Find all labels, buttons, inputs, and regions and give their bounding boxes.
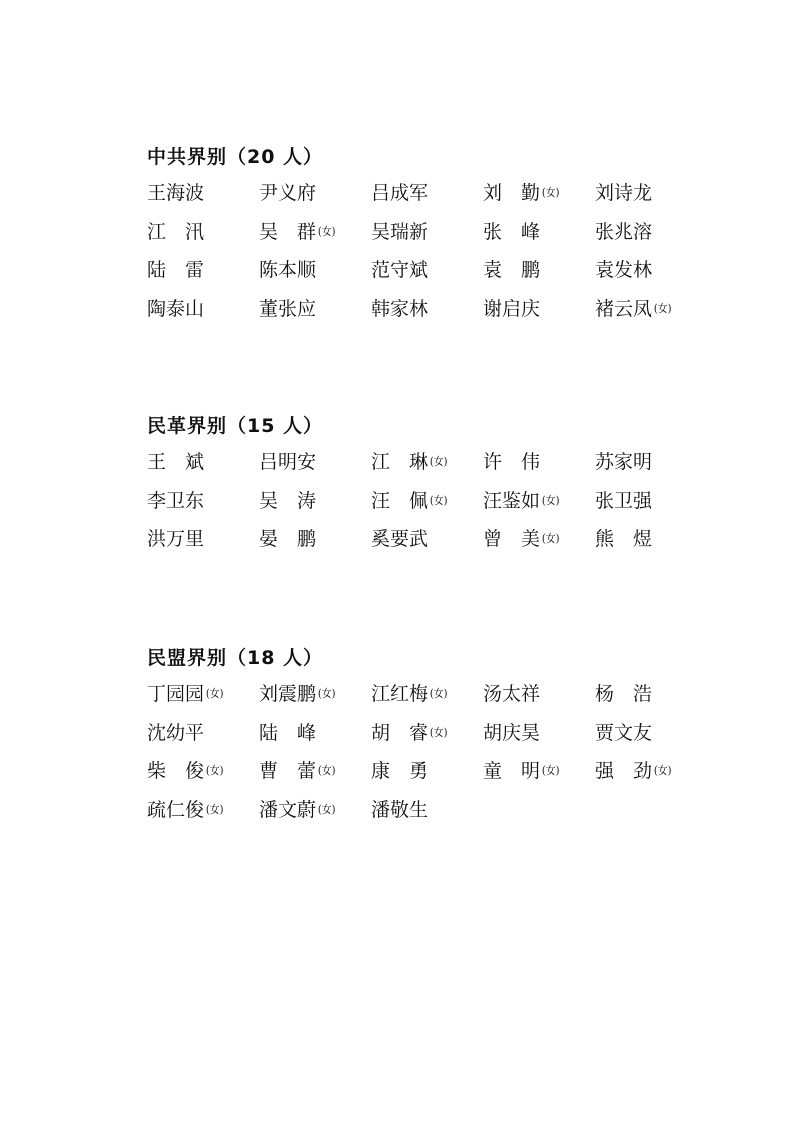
member-entry bbox=[595, 213, 707, 252]
female-mark: (女) bbox=[429, 455, 448, 468]
member-name: 李卫东 bbox=[147, 489, 205, 512]
member-name: 童 明 bbox=[483, 760, 541, 782]
member-name: 洪万里 bbox=[147, 528, 205, 550]
member-name: 潘文蔚 bbox=[259, 798, 317, 821]
member-name: 曹 蕾 bbox=[259, 760, 317, 782]
member-entry bbox=[483, 675, 595, 714]
female-mark: (女) bbox=[541, 764, 560, 777]
member-entry bbox=[595, 251, 707, 290]
member-entry bbox=[371, 251, 483, 290]
member-entry bbox=[147, 791, 259, 830]
member-name: 袁 鹏 bbox=[483, 259, 541, 281]
female-mark: (女) bbox=[541, 532, 560, 545]
member-entry bbox=[147, 482, 259, 521]
member-entry bbox=[483, 482, 595, 521]
member-entry bbox=[147, 752, 259, 791]
name-list-minge bbox=[147, 443, 707, 559]
member-entry bbox=[595, 290, 707, 329]
member-name: 张 峰 bbox=[483, 220, 541, 243]
member-name: 胡 睿 bbox=[371, 721, 429, 744]
section-cpc bbox=[147, 143, 707, 328]
female-mark: (女) bbox=[205, 687, 224, 700]
member-entry bbox=[483, 213, 595, 252]
member-entry bbox=[483, 290, 595, 329]
member-name: 强 劲 bbox=[595, 760, 653, 782]
member-name: 刘 勤 bbox=[483, 182, 541, 204]
member-entry bbox=[371, 213, 483, 252]
member-name: 陆 峰 bbox=[259, 721, 317, 744]
member-name: 吴瑞新 bbox=[371, 220, 429, 243]
member-name: 袁发林 bbox=[595, 259, 653, 281]
female-mark: (女) bbox=[429, 687, 448, 700]
member-name: 江 汛 bbox=[147, 220, 205, 243]
member-entry bbox=[147, 174, 259, 213]
member-entry bbox=[259, 443, 371, 482]
member-name: 谢启庆 bbox=[483, 297, 541, 320]
member-entry bbox=[483, 714, 595, 753]
female-mark: (女) bbox=[205, 764, 224, 777]
member-name: 吕明安 bbox=[259, 451, 317, 473]
member-name: 尹义府 bbox=[259, 182, 317, 204]
member-entry bbox=[595, 482, 707, 521]
member-entry bbox=[259, 290, 371, 329]
member-entry bbox=[147, 520, 259, 559]
member-name: 汪 佩 bbox=[371, 489, 429, 512]
female-mark: (女) bbox=[541, 186, 560, 199]
member-entry bbox=[595, 174, 707, 213]
female-mark: (女) bbox=[429, 725, 448, 739]
member-entry bbox=[371, 482, 483, 521]
member-entry bbox=[595, 443, 707, 482]
member-entry bbox=[147, 251, 259, 290]
member-entry bbox=[371, 443, 483, 482]
member-name: 沈幼平 bbox=[147, 721, 205, 744]
member-name: 曾 美 bbox=[483, 528, 541, 550]
female-mark: (女) bbox=[653, 764, 672, 777]
female-mark: (女) bbox=[317, 764, 336, 777]
member-name: 吴 群 bbox=[259, 220, 317, 243]
female-mark: (女) bbox=[205, 802, 224, 816]
member-entry bbox=[595, 714, 707, 753]
member-name: 张兆溶 bbox=[595, 220, 653, 243]
section-title-cpc: 中共界别（20 人） bbox=[147, 146, 324, 168]
member-entry bbox=[259, 520, 371, 559]
member-entry bbox=[595, 752, 707, 791]
member-name: 疏仁俊 bbox=[147, 798, 205, 821]
member-entry bbox=[259, 675, 371, 714]
member-name: 陆 雷 bbox=[147, 259, 205, 281]
name-list-cpc bbox=[147, 174, 707, 328]
member-entry bbox=[595, 675, 707, 714]
member-entry bbox=[259, 174, 371, 213]
member-entry bbox=[147, 714, 259, 753]
name-list-minmeng bbox=[147, 675, 707, 829]
member-entry bbox=[259, 752, 371, 791]
member-name: 奚要武 bbox=[371, 528, 429, 550]
member-entry bbox=[483, 251, 595, 290]
section-title-minge: 民革界别（15 人） bbox=[147, 415, 324, 437]
member-name: 韩家林 bbox=[371, 297, 429, 320]
member-entry bbox=[371, 791, 483, 830]
member-entry bbox=[147, 675, 259, 714]
member-entry bbox=[371, 714, 483, 753]
member-name: 杨 浩 bbox=[595, 683, 653, 705]
member-entry bbox=[483, 752, 595, 791]
member-entry bbox=[259, 251, 371, 290]
member-name: 王 斌 bbox=[147, 451, 205, 473]
member-name: 康 勇 bbox=[371, 760, 429, 782]
member-name: 范守斌 bbox=[371, 259, 429, 281]
section-title-minmeng: 民盟界别（18 人） bbox=[147, 647, 324, 669]
member-entry bbox=[371, 174, 483, 213]
member-entry bbox=[147, 443, 259, 482]
member-name: 许 伟 bbox=[483, 451, 541, 473]
member-entry bbox=[259, 714, 371, 753]
member-entry bbox=[371, 675, 483, 714]
female-mark: (女) bbox=[541, 493, 560, 507]
member-name: 王海波 bbox=[147, 182, 205, 204]
female-mark: (女) bbox=[429, 493, 448, 507]
member-name: 董张应 bbox=[259, 297, 317, 320]
member-name: 江 琳 bbox=[371, 451, 429, 473]
member-entry bbox=[147, 290, 259, 329]
member-name: 陈本顺 bbox=[259, 259, 317, 281]
member-name: 潘敬生 bbox=[371, 798, 429, 821]
member-name: 江红梅 bbox=[371, 683, 429, 705]
member-entry bbox=[483, 520, 595, 559]
member-name: 陶泰山 bbox=[147, 297, 205, 320]
member-name: 熊 煜 bbox=[595, 528, 653, 550]
member-name: 汤太祥 bbox=[483, 683, 541, 705]
member-entry bbox=[371, 290, 483, 329]
member-name: 褚云凤 bbox=[595, 297, 653, 320]
member-entry bbox=[259, 482, 371, 521]
member-name: 丁园园 bbox=[147, 683, 205, 705]
member-name: 吕成军 bbox=[371, 182, 429, 204]
female-mark: (女) bbox=[317, 802, 336, 816]
member-entry bbox=[259, 791, 371, 830]
member-entry bbox=[595, 520, 707, 559]
member-entry bbox=[371, 752, 483, 791]
member-entry bbox=[371, 520, 483, 559]
member-entry bbox=[483, 174, 595, 213]
member-name: 贾文友 bbox=[595, 721, 653, 744]
female-mark: (女) bbox=[653, 301, 672, 315]
female-mark: (女) bbox=[317, 687, 336, 700]
member-name: 刘诗龙 bbox=[595, 182, 653, 204]
member-entry bbox=[259, 213, 371, 252]
member-entry bbox=[483, 443, 595, 482]
member-name: 苏家明 bbox=[595, 451, 653, 473]
section-minge bbox=[147, 412, 707, 559]
member-name: 张卫强 bbox=[595, 489, 653, 512]
female-mark: (女) bbox=[317, 224, 336, 238]
section-minmeng bbox=[147, 644, 707, 829]
member-name: 晏 鹏 bbox=[259, 528, 317, 550]
member-name: 胡庆昊 bbox=[483, 721, 541, 744]
member-entry bbox=[147, 213, 259, 252]
member-name: 吴 涛 bbox=[259, 489, 317, 512]
member-name: 刘震鹏 bbox=[259, 683, 317, 705]
member-name: 汪鉴如 bbox=[483, 489, 541, 512]
member-name: 柴 俊 bbox=[147, 760, 205, 782]
